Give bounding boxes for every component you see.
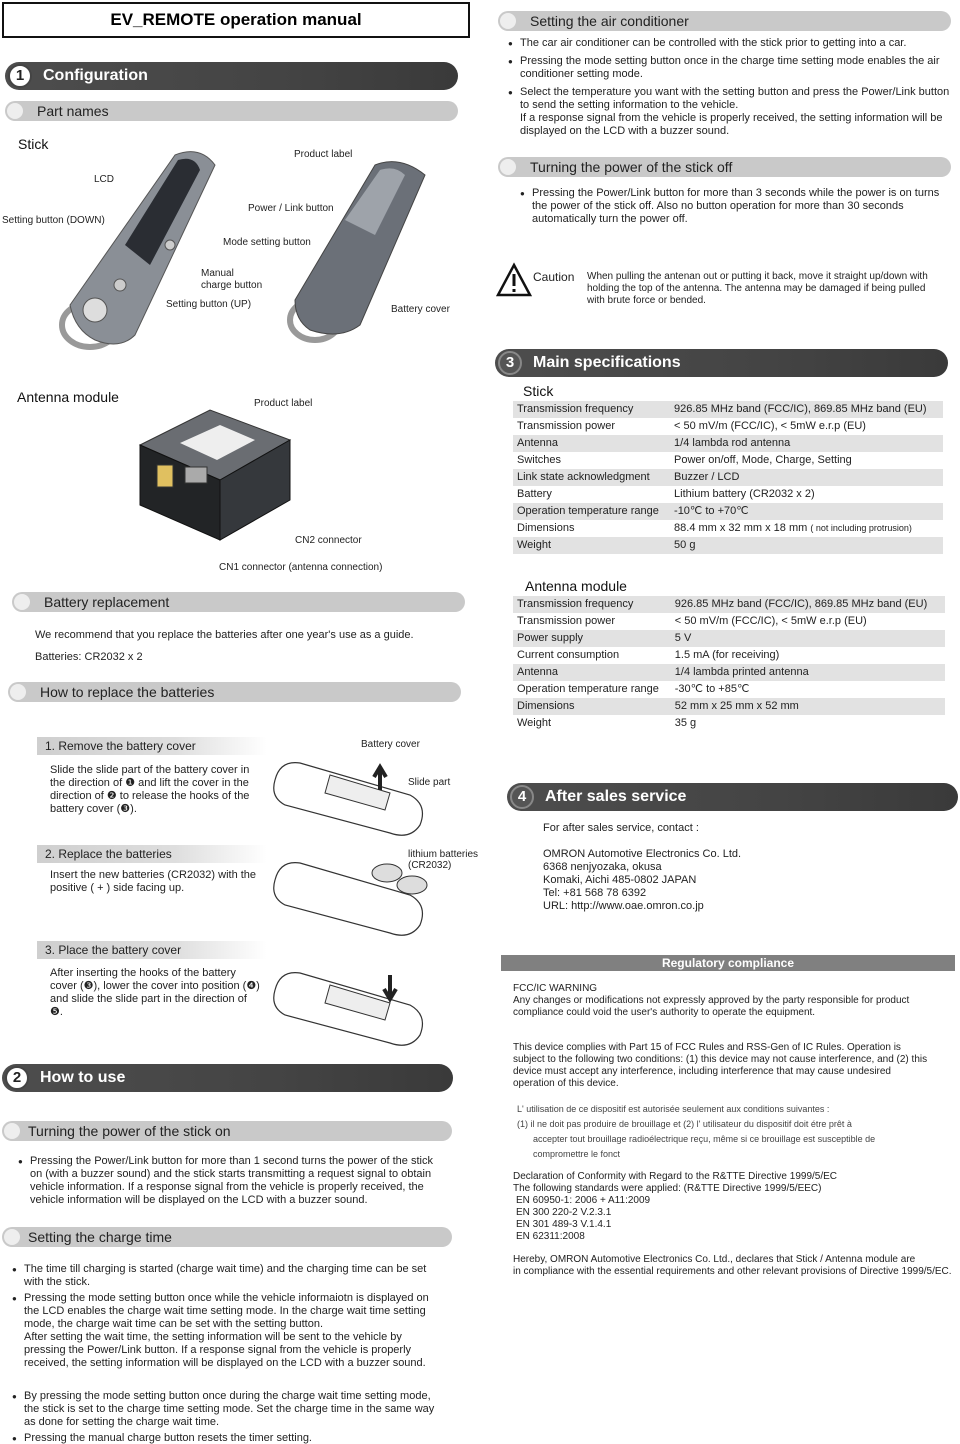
rtte-heading: Declaration of Conformity with Regard to the R&TTE Directive 1999/5/EC: [513, 1171, 838, 1182]
subsection-title: Setting the charge time: [28, 1228, 172, 1245]
spec-stick-heading: Stick: [523, 383, 554, 399]
dimensions-note: ( not including protrusion): [810, 522, 912, 533]
step-2-text: Insert the new batteries (CR2032) with the positive ( + ) side facing up.: [50, 869, 257, 894]
section-number: 1: [8, 64, 32, 88]
label-fig-lithium-2: (CR2032): [408, 860, 452, 871]
ac-bullet-3: ● Select the temperature you want with the setting button and press the Power/Link button to send the setting information to the vehicle. If a response signal from the vehicle is properly received, the setting information will be displayed on the LCD with a buzzer sound.: [508, 86, 953, 138]
section-title: Main specifications: [533, 354, 681, 372]
declaration-line-2: in compliance with the essential requirements and other relevant provisions of Directive 1999/5/EC.: [513, 1266, 952, 1277]
charge-bullet-2: ● Pressing the mode setting button once while the vehicle informaiotn is displayed on the LCD enables the charge wait time setting mode. In the charge wait time setting mode, the charge wait time can be set with the setting button. After setting the wait time, the setting information will be sent to the vehicle by pressing the Power/Link button. If a response signal from the vehicle is properly received, the setting information will be displayed on the LCD with a buzzer sound.: [12, 1292, 440, 1370]
label-battery-cover: Battery cover: [391, 304, 450, 315]
battery-type: Batteries: CR2032 x 2: [35, 651, 143, 663]
stick-spec-table: [513, 401, 943, 554]
step-1-illustration: [270, 755, 430, 840]
table-row: Transmission frequency 926.85 MHz band (FCC/IC), 869.85 MHz band (EU): [513, 596, 945, 613]
ac-bullet-1: ● The car air conditioner can be controlled with the stick prior to getting into a car.: [508, 37, 948, 50]
table-row: Operation temperature range -30℃ to +85℃: [517, 682, 750, 695]
french-line-4: compromettre le fonct: [533, 1149, 621, 1159]
fcc-heading: FCC/IC WARNING: [513, 983, 598, 994]
subsection-title: Turning the power of the stick on: [28, 1122, 231, 1139]
section-after-sales: [507, 783, 958, 811]
step-2-illustration: [270, 855, 430, 945]
antenna-module-illustration: [135, 405, 295, 545]
table-row: Transmission power < 50 mV/m (FCC/IC), < 5mW e.r.p (EU): [517, 419, 866, 432]
subsection-title: Setting the air conditioner: [530, 12, 689, 29]
table-row: Weight 50 g: [513, 537, 943, 554]
table-row: Link state acknowledgment Buzzer / LCD: [513, 469, 943, 486]
label-product-label: Product label: [294, 149, 353, 160]
step-1-text: Slide the slide part of the battery cover in the direction of ❶ and lift the cover in the direction of ❷ to release the hooks of the battery cover (❸).: [50, 764, 250, 815]
after-sales-intro: For after sales service, contact :: [543, 822, 699, 834]
regulatory-title: Regulatory compliance: [501, 955, 955, 971]
section-number: 3: [498, 351, 522, 375]
label-mode-setting: Mode setting button: [223, 237, 311, 248]
table-row: Weight 35 g: [517, 716, 697, 729]
standard-item: EN 62311:2008: [516, 1231, 585, 1242]
table-row: Switches Power on/off, Mode, Charge, Setting: [517, 453, 852, 466]
label-fig-slide-part: Slide part: [408, 777, 451, 788]
table-row: Battery Lithium battery (CR2032 x 2): [517, 487, 815, 500]
antenna-spec-table: [513, 596, 945, 732]
subsection-title: How to replace the batteries: [40, 683, 215, 700]
standard-item: EN 60950-1: 2006 + A11:2009: [516, 1195, 651, 1206]
caution-text: When pulling the antenan out or putting it back, move it straight up/down with holding the top of the antenna. The antenna may be damaged if being pulled with brute force or bended.: [587, 271, 928, 306]
power-off-bullet: ● Pressing the Power/Link button for more than 3 seconds while the power is on turns the power of the stick off. Also no button operation for more than 30 seconds automatically turn the power off.: [520, 187, 948, 226]
charge-bullet-1: ● The time till charging is started (charge wait time) and the charging time can be set with the stick.: [12, 1263, 440, 1289]
company-address-2: Komaki, Aichi 485-0802 JAPAN: [543, 874, 697, 886]
ac-bullet-2: ● Pressing the mode setting button once in the charge time setting mode enables the air conditioner setting mode.: [508, 55, 948, 81]
table-row: Antenna 1/4 lambda printed antenna: [513, 664, 945, 681]
table-row: Antenna 1/4 lambda rod antenna: [513, 435, 943, 452]
label-power-link: Power / Link button: [248, 203, 334, 214]
subsection-power-off: [498, 157, 951, 177]
standard-item: EN 300 220-2 V.2.3.1: [516, 1207, 612, 1218]
battery-recommendation: We recommend that you replace the batteries after one year's use as a guide.: [35, 629, 414, 641]
label-setting-down: Setting button (DOWN): [2, 215, 105, 226]
stick-illustration: [50, 145, 250, 355]
table-row: Dimensions 88.4 mm x 32 mm x 18 mm ( not including protrusion): [517, 521, 912, 534]
section-main-specifications: [495, 349, 948, 377]
section-title: How to use: [40, 1069, 126, 1087]
label-antenna-product-label: Product label: [254, 398, 313, 409]
step-1-title: 1. Remove the battery cover: [37, 737, 267, 755]
french-line-3: accepter tout brouillage radioélectrique reçu, même si ce brouillage est susceptible de: [533, 1134, 876, 1144]
subsection-title: Battery replacement: [44, 593, 170, 610]
company-tel: Tel: +81 568 78 6392: [543, 887, 647, 899]
subsection-battery-replacement: [12, 592, 465, 612]
section-configuration: [5, 62, 458, 90]
label-lcd: LCD: [94, 174, 115, 185]
spec-antenna-heading: Antenna module: [525, 578, 627, 594]
table-row: Transmission frequency 926.85 MHz band (FCC/IC), 869.85 MHz band (EU): [513, 401, 943, 418]
label-manual-charge-2: charge button: [201, 280, 263, 291]
warning-icon: [496, 263, 532, 297]
antenna-heading: Antenna module: [17, 389, 119, 405]
step-3-text: After inserting the hooks of the battery cover (❸), lower the cover into position (❹) and slide the slide part in the direction of ❺.: [50, 967, 260, 1018]
subsection-replace-batteries: [8, 682, 461, 702]
company-name: OMRON Automotive Electronics Co. Ltd.: [543, 848, 742, 860]
part15-text: This device complies with Part 15 of FCC Rules and RSS-Gen of IC Rules. Operation is subject to the following two conditions: (1) this device may not cause interference, and (2) this device must accept any interference, including interference that may cause undesired operation of this device.: [513, 1042, 928, 1089]
stick-back-illustration: [280, 160, 440, 345]
label-cn2: CN2 connector: [295, 535, 362, 546]
table-row: Transmission power < 50 mV/m (FCC/IC), < 5mW e.r.p (EU): [517, 614, 867, 627]
section-title: Configuration: [43, 67, 148, 85]
company-address-1: 6368 nenjyozaka, okusa: [543, 861, 662, 873]
label-manual-charge-1: Manual: [201, 268, 234, 279]
french-line-1: L' utilisation de ce dispositif est autorisée seulement aux conditions suivantes :: [517, 1104, 830, 1114]
declaration-line-1: Hereby, OMRON Automotive Electronics Co. Ltd., declares that Stick / Antenna module are: [513, 1254, 916, 1265]
subsection-power-on: [2, 1121, 452, 1141]
document-title: EV_REMOTE operation manual: [2, 2, 470, 38]
subsection-air-conditioner: [498, 11, 951, 31]
label-fig-battery-cover: Battery cover: [361, 739, 420, 750]
step-3-title: 3. Place the battery cover: [37, 941, 267, 959]
subsection-charge-time: [2, 1227, 452, 1247]
power-on-bullet: ● Pressing the Power/Link button for more than 1 second turns the power of the stick on (with a buzzer sound) and the stick starts transmitting a request signal to obtain vehicle information. If a response signal from the vehicle is properly received, the vehicle information will be displayed on the LCD with a buzzer sound.: [18, 1155, 443, 1207]
charge-bullet-4: ● Pressing the manual charge button resets the timer setting.: [12, 1432, 442, 1444]
subsection-title: Turning the power of the stick off: [530, 158, 733, 175]
fcc-text: Any changes or modifications not expressly approved by the party responsible for product compliance could void the user's authority to operate the equipment.: [513, 995, 910, 1018]
table-row: Dimensions 52 mm x 25 mm x 52 mm: [513, 698, 945, 715]
table-row: Power supply 5 V: [513, 630, 945, 647]
step-3-illustration: [270, 965, 430, 1055]
section-number: 2: [5, 1066, 29, 1090]
table-row: Operation temperature range -10℃ to +70℃: [513, 503, 943, 520]
french-line-2: (1) il ne doit pas produire de brouillage et (2) l' utilisateur du dispositif doit étre prêt à: [517, 1119, 852, 1129]
label-fig-lithium-1: lithium batteries: [408, 849, 479, 860]
table-row: Current consumption 1.5 mA (for receiving): [517, 648, 780, 661]
stick-heading: Stick: [18, 136, 49, 152]
section-number: 4: [510, 785, 534, 809]
label-setting-up: Setting button (UP): [166, 299, 252, 310]
step-2-title: 2. Replace the batteries: [37, 845, 267, 863]
subsection-title: Part names: [37, 102, 109, 119]
company-url: URL: http://www.oae.omron.co.jp: [543, 900, 704, 912]
subsection-part-names: [5, 101, 458, 121]
charge-bullet-3: ● By pressing the mode setting button once during the charge wait time setting mode, the stick is set to the charge time setting mode. Set the charge time in the same way as done for setting the charge wait time.: [12, 1390, 442, 1429]
rtte-applied: The following standards were applied: (R&TTE Directive 1999/5/EEC): [513, 1183, 822, 1194]
label-cn1: CN1 connector (antenna connection): [219, 562, 383, 573]
caution-label: Caution: [533, 270, 575, 284]
standard-item: EN 301 489-3 V.1.4.1: [516, 1219, 612, 1230]
section-title: After sales service: [545, 788, 687, 806]
section-how-to-use: [2, 1064, 453, 1092]
